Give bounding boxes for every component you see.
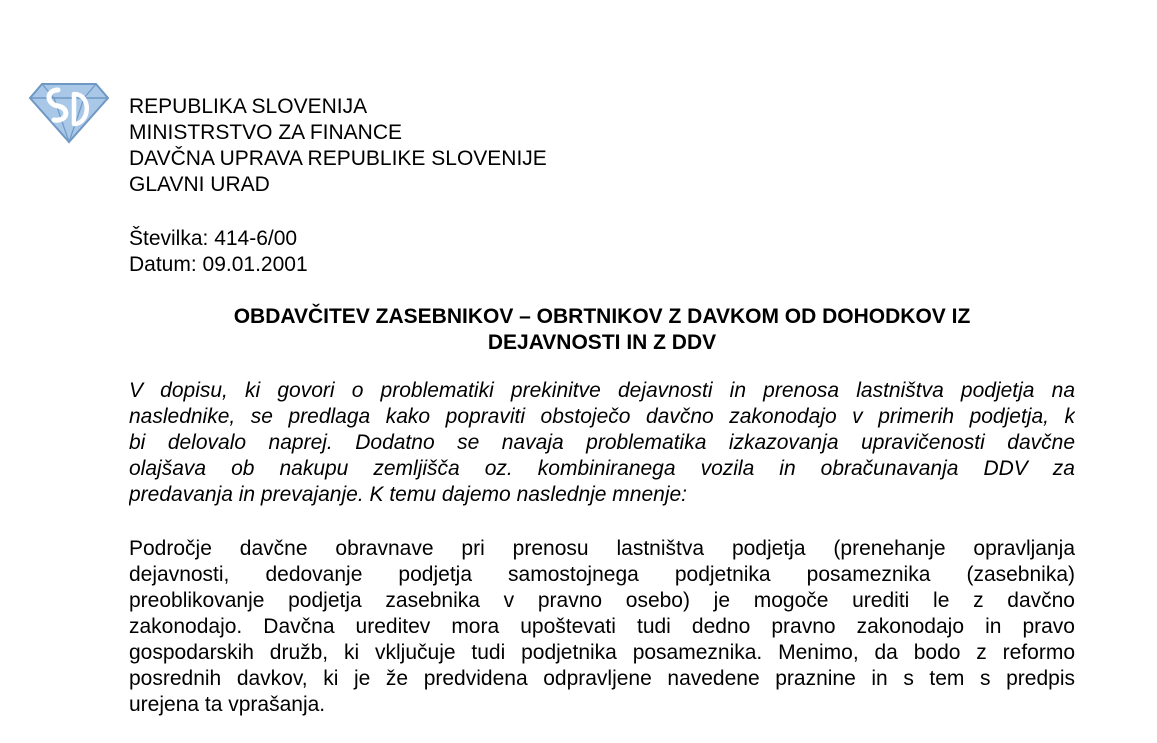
document-title-line-1: OBDAVČITEV ZASEBNIKOV – OBRTNIKOV Z DAVKOM OD DOHODKOV IZ — [233, 305, 971, 328]
body-line: dejavnosti, dedovanje podjetja samostojnega podjetnika posameznika (zasebnika) — [129, 563, 1075, 586]
body-line: gospodarskih družb, ki vključuje tudi podjetnika posameznika. Menimo, da bodo z reformo — [129, 641, 1075, 664]
document-title-line-2: DEJAVNOSTI IN Z DDV — [487, 331, 717, 354]
body-line: posrednih davkov, ki je že predvidena odpravljene navedene praznine in s tem s predpis — [129, 667, 1075, 690]
document-number: Številka: 414-6/00 — [129, 227, 298, 250]
document-meta — [129, 226, 308, 278]
body-paragraph — [129, 536, 1075, 718]
intro-paragraph — [129, 378, 1075, 508]
body-line: zakonodajo. Davčna ureditev mora upoštevati tudi dedno pravno zakonodajo in pravo — [129, 615, 1075, 638]
intro-line: V dopisu, ki govori o problematiki prekinitve dejavnosti in prenosa lastništva podjetja na — [129, 379, 1075, 402]
document-date: Datum: 09.01.2001 — [129, 253, 308, 276]
intro-line: naslednike, se predlaga kako popraviti obstoječo davčno zakonodajo v primerih podjetja, k — [129, 405, 1075, 428]
body-line: Področje davčne obravnave pri prenosu lastništva podjetja (prenehanje opravljanja — [129, 537, 1075, 560]
body-line: preoblikovanje podjetja zasebnika v pravno osebo) je mogoče urediti le z davčno — [129, 589, 1075, 612]
letterhead-line-republic: REPUBLIKA SLOVENIJA — [129, 95, 368, 118]
letterhead — [129, 94, 547, 198]
body-line: urejena ta vprašanja. — [129, 693, 326, 716]
intro-line: bi delovalo naprej. Dodatno se navaja problematika izkazovanja upravičenosti davčne — [129, 431, 1075, 454]
intro-line: predavanja in prevajanje. K temu dajemo naslednje mnenje: — [129, 483, 688, 506]
durs-logo — [28, 80, 110, 146]
letterhead-line-ministry: MINISTRSTVO ZA FINANCE — [129, 121, 403, 144]
letterhead-line-tax-admin: DAVČNA UPRAVA REPUBLIKE SLOVENIJE — [129, 147, 547, 170]
letterhead-line-office: GLAVNI URAD — [129, 173, 270, 196]
document-title — [129, 304, 1075, 356]
shield-logo-icon — [28, 80, 110, 146]
intro-line: olajšava ob nakupu zemljišča oz. kombiniranega vozila in obračunavanja DDV za — [129, 457, 1075, 480]
